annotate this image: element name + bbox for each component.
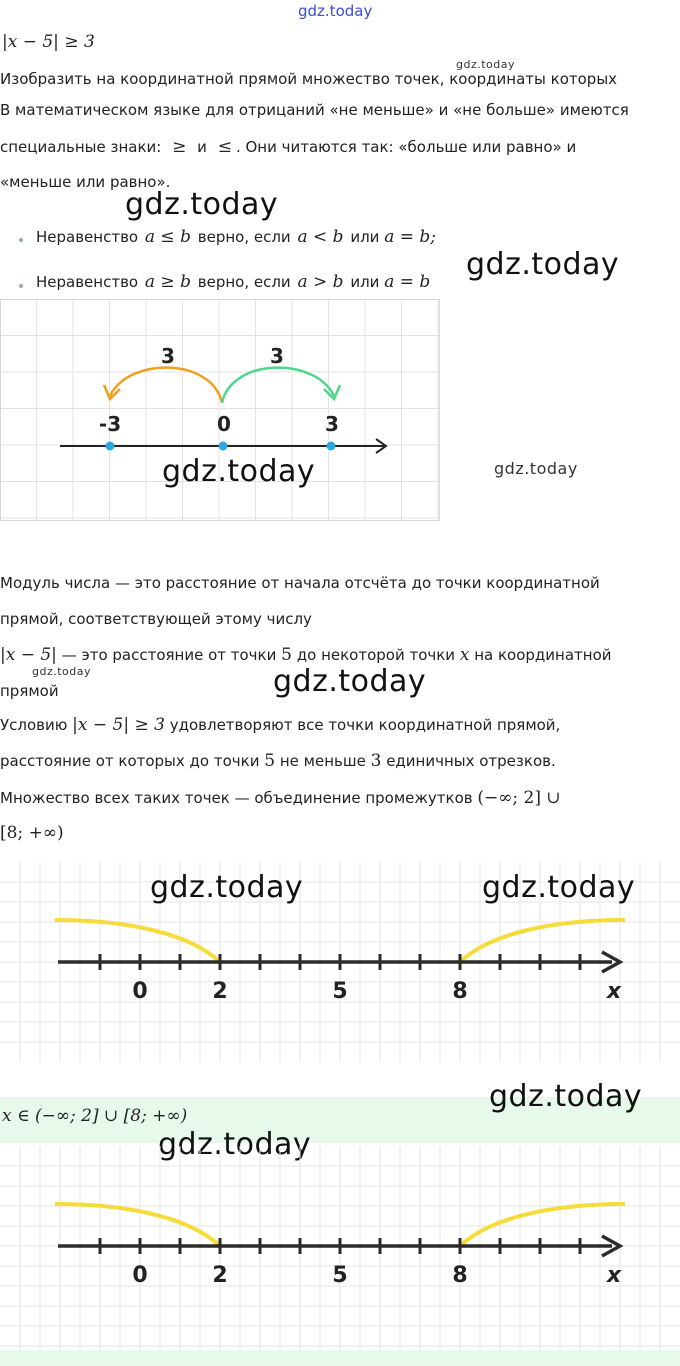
explanation-line: прямой (0, 682, 59, 700)
intro-text: специальные знаки: (0, 138, 162, 156)
inline-math: |x − 5| ≥ 3 (72, 715, 165, 735)
ge-sign: ≥ (172, 137, 187, 157)
watermark: gdz.today (273, 664, 427, 699)
explanation-text: удовлетворяют все точки координатной прямой, (169, 716, 561, 734)
watermark: gdz.today (466, 247, 620, 282)
rule-text: или (350, 228, 380, 246)
rule-math: a = b; (384, 227, 436, 247)
explanation-text: Условию (0, 716, 68, 734)
watermark: gdz.today (456, 58, 516, 71)
bullet-2 (19, 284, 23, 288)
watermark: gdz.today (125, 187, 279, 222)
watermark: gdz.today (482, 870, 636, 905)
tick-label: 0 (132, 1263, 148, 1288)
axis-variable-label: x (606, 1263, 622, 1288)
tick-label: 2 (212, 979, 228, 1004)
rule-math: a = b (384, 272, 431, 292)
right-arc (222, 368, 334, 403)
axis-variable-label: x (606, 979, 622, 1004)
point-3 (327, 442, 336, 451)
rule-text: или (350, 273, 380, 291)
header-watermark[interactable]: gdz.today (298, 2, 373, 20)
left-arc (110, 368, 222, 403)
rule-text: верно, если (197, 273, 291, 291)
rule-item-2 (36, 272, 430, 292)
tick-label: 8 (452, 979, 468, 1004)
intro-text-2: . Они читаются так: «больше или равно» и (235, 138, 577, 156)
problem-condition: |x − 5| ≥ 3 (2, 32, 95, 52)
tick-label: 2 (212, 1263, 228, 1288)
figure-3-number-line (0, 1146, 680, 1350)
watermark: gdz.today (489, 1079, 643, 1114)
rule-math: a ≥ b (144, 272, 191, 292)
explanation-line: прямой, соответствующей этому числу (0, 610, 312, 628)
explanation-line (0, 645, 612, 665)
intro-line-2 (0, 137, 576, 157)
inline-math: |x − 5| (0, 645, 57, 665)
intro-and: и (197, 138, 207, 156)
inline-math: 5 (264, 751, 276, 771)
explanation-text: до некоторой точки (296, 646, 456, 664)
explanation-text: единичных отрезков. (386, 752, 556, 770)
point-label: -3 (98, 412, 122, 436)
tick-label: 0 (132, 979, 148, 1004)
explanation-line: [8; +∞) (0, 823, 64, 843)
inline-math: (−∞; 2] ∪ (477, 788, 561, 808)
rule-text: верно, если (197, 228, 291, 246)
arc-label-right: 3 (270, 344, 284, 368)
rule-math: a > b (297, 272, 344, 292)
explanation-text: на координатной (474, 646, 612, 664)
inline-math: x (459, 645, 470, 665)
tick-label: 5 (332, 979, 348, 1004)
watermark: gdz.today (494, 459, 578, 478)
explanation-text: расстояние от которых до точки (0, 752, 260, 770)
explanation-line (0, 715, 560, 735)
point-label: 3 (325, 412, 339, 436)
task-text: Изобразить на координатной прямой множество точек, координаты которых (0, 70, 618, 88)
intro-line-3: «меньше или равно». (0, 173, 171, 191)
rule-item-1 (36, 227, 436, 247)
watermark: gdz.today (150, 870, 304, 905)
point-0 (219, 442, 228, 451)
explanation-line (0, 788, 561, 808)
tick-label: 8 (452, 1263, 468, 1288)
explanation-line (0, 751, 556, 771)
watermark: gdz.today (162, 454, 316, 489)
point-minus-3 (106, 442, 115, 451)
explanation-text: не меньше (279, 752, 366, 770)
intro-line-1: В математическом языке для отрицаний «не меньше» и «не больше» имеются (0, 101, 629, 119)
explanation-text: — это расстояние от точки (61, 646, 277, 664)
rule-math: a < b (297, 227, 344, 247)
point-label: 0 (217, 412, 231, 436)
watermark: gdz.today (158, 1127, 312, 1162)
rule-math: a ≤ b (144, 227, 191, 247)
rule-text: Неравенство (36, 228, 139, 246)
inline-math: 3 (370, 751, 382, 771)
inline-math: 5 (281, 645, 292, 665)
explanation-text: Множество всех таких точек — объединение промежутков (0, 789, 473, 807)
answer-band-bottom (0, 1350, 680, 1366)
explanation-line: Модуль числа — это расстояние от начала отсчёта до точки координатной (0, 574, 600, 592)
watermark: gdz.today (32, 665, 92, 678)
rule-text: Неравенство (36, 273, 139, 291)
le-sign: ≤ (217, 137, 232, 157)
arc-label-left: 3 (161, 344, 175, 368)
bullet-1 (19, 238, 23, 242)
tick-label: 5 (332, 1263, 348, 1288)
answer: x ∈ (−∞; 2] ∪ [8; +∞) (2, 1106, 188, 1126)
